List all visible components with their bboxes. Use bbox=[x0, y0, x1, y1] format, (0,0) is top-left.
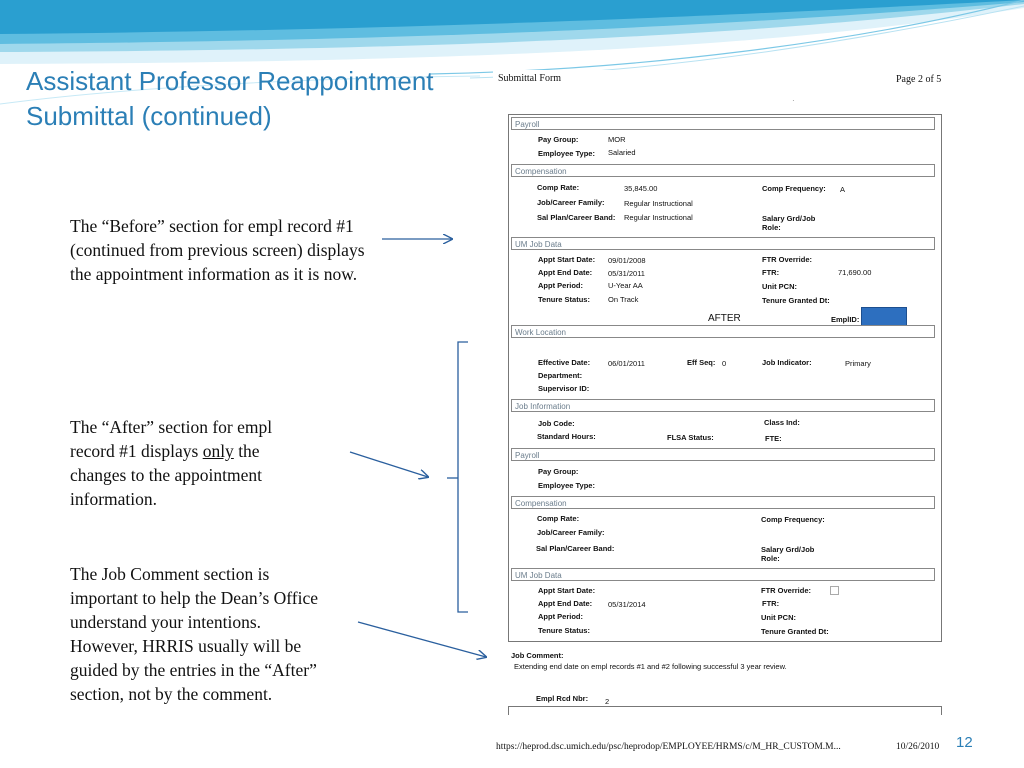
after-explanation-emphasis: only bbox=[202, 441, 234, 461]
before-compensation-section-header: Compensation bbox=[511, 164, 935, 177]
after-unit-pcn-label: Unit PCN: bbox=[761, 613, 796, 622]
after-effective-date-value: 06/01/2011 bbox=[608, 359, 645, 368]
before-pay-group-label: Pay Group: bbox=[538, 135, 579, 144]
before-appt-start-value: 09/01/2008 bbox=[608, 256, 646, 265]
after-tenure-status-label: Tenure Status: bbox=[538, 626, 590, 635]
before-sal-plan-value: Regular Instructional bbox=[624, 213, 693, 222]
after-section-bracket bbox=[458, 342, 468, 612]
after-appt-end-label: Appt End Date: bbox=[538, 599, 593, 608]
scan-speck: · bbox=[792, 96, 795, 105]
after-compensation-section-header: Compensation bbox=[511, 496, 935, 509]
before-job-family-value: Regular Instructional bbox=[624, 199, 693, 208]
form-frame-continuation bbox=[508, 706, 942, 715]
before-employee-type-value: Salaried bbox=[608, 148, 636, 157]
after-work-location-section-header: Work Location bbox=[511, 325, 935, 338]
after-job-family-label: Job/Career Family: bbox=[537, 528, 605, 537]
before-comp-frequency-label: Comp Frequency: bbox=[762, 184, 826, 193]
before-comp-rate-label: Comp Rate: bbox=[537, 183, 580, 192]
ftr-override-checkbox bbox=[830, 586, 839, 595]
slide-title-line-2: Submittal (continued) bbox=[26, 101, 272, 131]
after-salary-grade-label: Salary Grd/Job bbox=[761, 545, 815, 554]
before-appt-period-label: Appt Period: bbox=[538, 281, 583, 290]
form-header-title: Submittal Form bbox=[498, 73, 562, 84]
after-arrow bbox=[350, 452, 428, 477]
after-pay-group-label: Pay Group: bbox=[538, 467, 579, 476]
after-employee-type-label: Employee Type: bbox=[538, 481, 595, 490]
before-employee-type-label: Employee Type: bbox=[538, 149, 595, 158]
after-appt-start-label: Appt Start Date: bbox=[538, 586, 596, 595]
after-job-indicator-value: Primary bbox=[845, 359, 871, 368]
before-comp-rate-value: 35,845.00 bbox=[624, 184, 658, 193]
after-appt-period-label: Appt Period: bbox=[538, 612, 583, 621]
after-um-job-data-section-header: UM Job Data bbox=[511, 568, 935, 581]
after-standard-hours-label: Standard Hours: bbox=[537, 432, 596, 441]
before-appt-end-label: Appt End Date: bbox=[538, 268, 593, 277]
after-explanation-text-1: The “After” section for empl record #1 displays bbox=[70, 417, 273, 461]
form-page-indicator: Page 2 of 5 bbox=[896, 74, 942, 85]
emplid-label: EmplID: bbox=[831, 315, 860, 324]
before-payroll-section-header: Payroll bbox=[511, 117, 935, 130]
before-ftr-override-label: FTR Override: bbox=[762, 255, 813, 264]
before-ftr-label: FTR: bbox=[762, 268, 780, 277]
before-tenure-granted-label: Tenure Granted Dt: bbox=[762, 296, 830, 305]
before-tenure-status-label: Tenure Status: bbox=[538, 295, 590, 304]
after-job-code-label: Job Code: bbox=[538, 419, 575, 428]
before-salary-grade-role-label: Role: bbox=[762, 223, 781, 232]
after-sal-plan-label: Sal Plan/Career Band: bbox=[536, 544, 615, 553]
before-sal-plan-label: Sal Plan/Career Band: bbox=[537, 213, 616, 222]
after-ftr-override-label: FTR Override: bbox=[761, 586, 812, 595]
after-section-label: AFTER bbox=[708, 313, 741, 324]
after-flsa-status-label: FLSA Status: bbox=[667, 433, 714, 442]
after-payroll-section-header: Payroll bbox=[511, 448, 935, 461]
before-section-explanation: The “Before” section for empl record #1 (continued from previous screen) displays the appointment information as it is now. bbox=[70, 216, 365, 284]
after-comp-frequency-label: Comp Frequency: bbox=[761, 515, 825, 524]
before-salary-grade-label: Salary Grd/Job bbox=[762, 214, 816, 223]
before-um-job-data-section-header: UM Job Data bbox=[511, 237, 935, 250]
submittal-form-scan bbox=[493, 70, 991, 758]
empl-rcd-nbr-value: 2 bbox=[605, 697, 610, 706]
job-comment-label: Job Comment: bbox=[511, 651, 564, 660]
before-pay-group-value: MOR bbox=[608, 135, 626, 144]
before-comp-frequency-value: A bbox=[840, 185, 846, 194]
form-footer-url: https://heprod.dsc.umich.edu/psc/heprodop/EMPLOYEE/HRMS/c/M_HR_CUSTOM.M... bbox=[496, 742, 841, 752]
after-explanation-text-2: the changes to the appointment information. bbox=[70, 441, 262, 509]
slide-page-number: 12 bbox=[956, 734, 973, 751]
job-comment-arrow bbox=[358, 622, 486, 657]
job-comment-explanation: The Job Comment section is important to help the Dean’s Office understand your intentions. However, HRRIS usually will be guided by the entries in the “After” section, not by the comment. bbox=[70, 564, 319, 704]
after-department-label: Department: bbox=[538, 371, 583, 380]
after-eff-seq-value: 0 bbox=[722, 359, 727, 368]
job-comment-text: Extending end date on empl records #1 and #2 following successful 3 year review. bbox=[514, 662, 787, 671]
after-comp-rate-label: Comp Rate: bbox=[537, 514, 580, 523]
before-appt-end-value: 05/31/2011 bbox=[608, 269, 645, 278]
before-ftr-value: 71,690.00 bbox=[838, 268, 872, 277]
before-tenure-status-value: On Track bbox=[608, 295, 639, 304]
after-job-indicator-label: Job Indicator: bbox=[762, 358, 812, 367]
after-class-ind-label: Class Ind: bbox=[764, 418, 800, 427]
after-appt-end-value: 05/31/2014 bbox=[608, 600, 646, 609]
before-appt-period-value: U-Year AA bbox=[608, 281, 643, 290]
after-tenure-granted-label: Tenure Granted Dt: bbox=[761, 627, 829, 636]
before-job-family-label: Job/Career Family: bbox=[537, 198, 605, 207]
after-salary-grade-role-label: Role: bbox=[761, 554, 780, 563]
after-eff-seq-label: Eff Seq: bbox=[687, 358, 716, 367]
after-ftr-label: FTR: bbox=[762, 599, 780, 608]
after-job-information-section-header: Job Information bbox=[511, 399, 935, 412]
before-appt-start-label: Appt Start Date: bbox=[538, 255, 596, 264]
after-fte-label: FTE: bbox=[765, 434, 782, 443]
after-effective-date-label: Effective Date: bbox=[538, 358, 591, 367]
before-unit-pcn-label: Unit PCN: bbox=[762, 282, 797, 291]
after-supervisor-label: Supervisor ID: bbox=[538, 384, 590, 393]
slide-title-line-1: Assistant Professor Reappointment bbox=[26, 66, 434, 96]
empl-rcd-nbr-label: Empl Rcd Nbr: bbox=[536, 694, 589, 703]
form-footer-date: 10/26/2010 bbox=[896, 742, 940, 752]
